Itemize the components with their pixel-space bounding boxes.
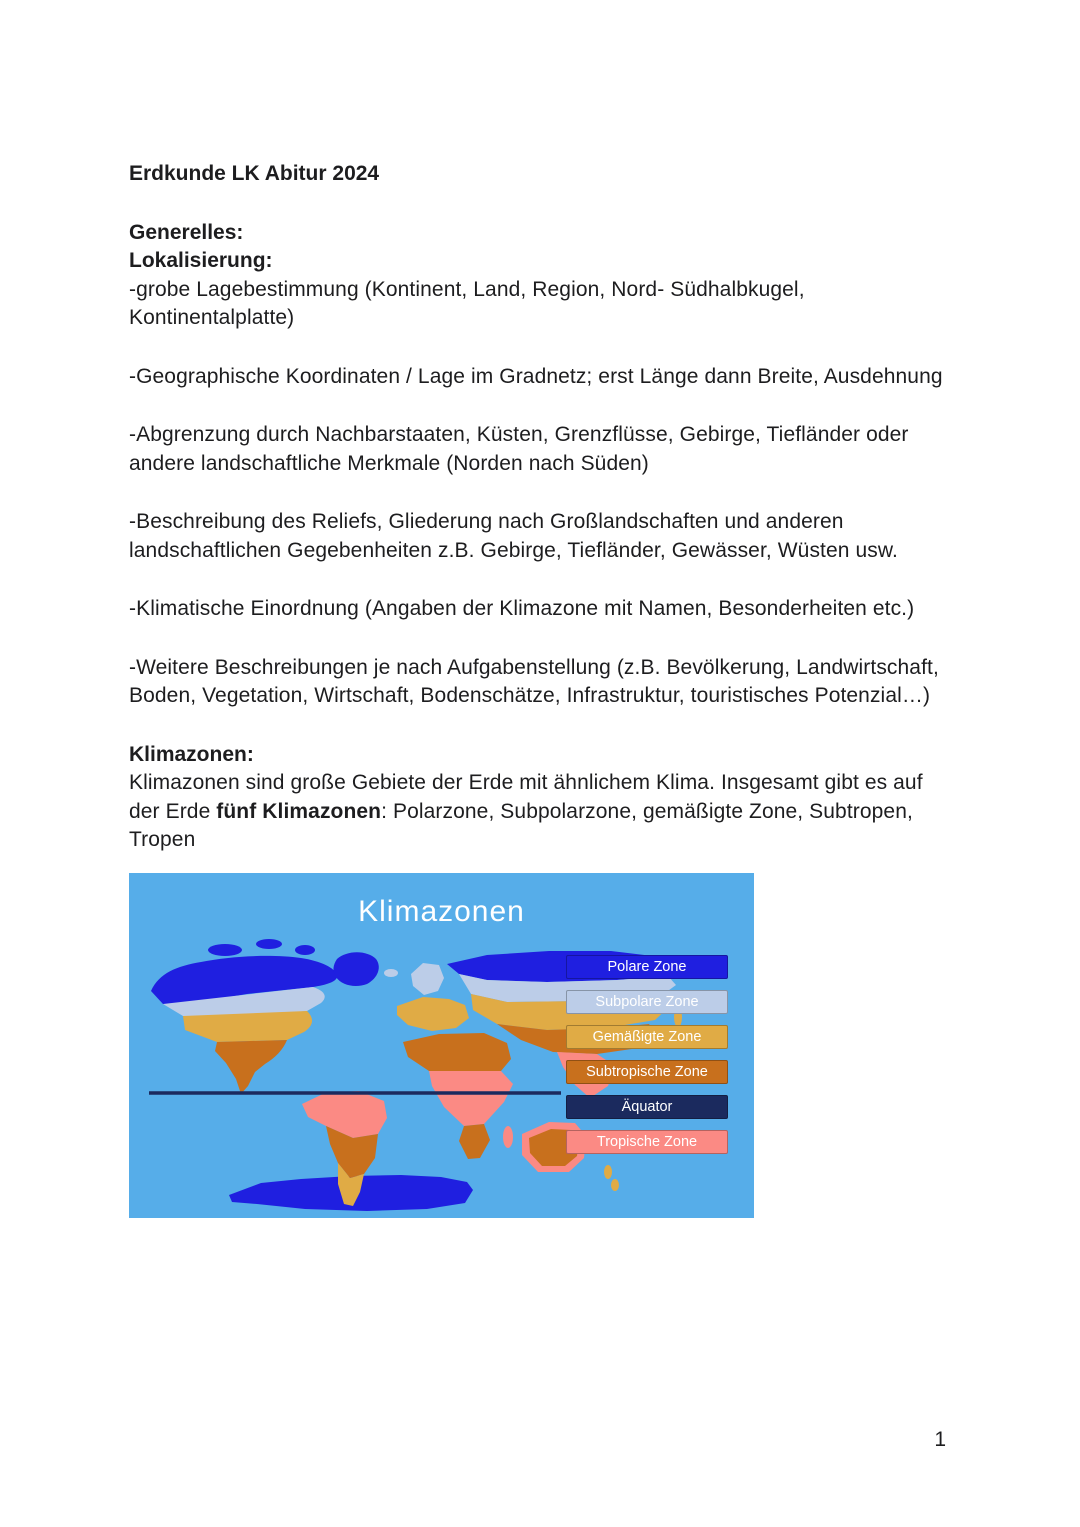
legend-tropische-zone: Tropische Zone — [566, 1130, 728, 1154]
map-title: Klimazonen — [358, 894, 525, 928]
heading-generelles: Generelles: — [129, 220, 244, 244]
map-legend — [566, 955, 728, 1154]
north-america — [151, 939, 337, 1094]
intro-text-end: : Polarzone, Subpolarzone, gemäßigte Zone, Subtropen, Tropen — [129, 799, 913, 851]
africa — [403, 1033, 513, 1159]
paragraph-koordinaten: -Geographische Koordinaten / Lage im Gradnetz; erst Länge dann Breite, Ausdehnung — [129, 364, 943, 388]
legend-aequator: Äquator — [566, 1095, 728, 1119]
heading-lokalisierung: Lokalisierung: — [129, 249, 273, 272]
arctic-island — [208, 944, 242, 956]
legend-subpolare-zone: Subpolare Zone — [566, 990, 728, 1014]
paragraph-klimatische-einordnung: -Klimatische Einordnung (Angaben der Klimazone mit Namen, Besonderheiten etc.) — [129, 597, 915, 620]
legend-polare-zone: Polare Zone — [566, 955, 728, 979]
arctic-island — [256, 939, 282, 949]
paragraph-weitere-beschreibungen: -Weitere Beschreibungen je nach Aufgabenstellung (z.B. Bevölkerung, Landwirtschaft, Boden, Vegetation, Wirtschaft, Bodenschätze, Infrastruktur, touristisches Potenzial…) — [129, 655, 939, 707]
klimazonen-intro — [129, 769, 952, 855]
new-zealand — [611, 1179, 619, 1191]
paragraph-lagebestimmung: -grobe Lagebestimmung (Kontinent, Land, Region, Nord- Südhalbkugel, Kontinentalplatte) — [129, 277, 805, 329]
doc-title: Erdkunde LK Abitur 2024 — [129, 162, 380, 185]
heading-klimazonen: Klimazonen: — [129, 742, 254, 766]
legend-subtropische-zone: Subtropische Zone — [566, 1060, 728, 1084]
intro-bold-phrase: fünf Klimazonen — [216, 799, 382, 823]
new-zealand — [604, 1165, 612, 1179]
paragraph-abgrenzung: -Abgrenzung durch Nachbarstaaten, Küsten, Grenzflüsse, Gebirge, Tiefländer oder andere landschaftliche Merkmale (Norden nach Süden) — [129, 423, 909, 475]
klimazonen-figure — [129, 873, 754, 1218]
intro-text-start: Klimazonen sind große Gebiete der Erde mit ähnlichem Klima. Insgesamt gibt es auf der Erde — [129, 771, 923, 823]
arctic-island — [295, 945, 315, 955]
madagascar — [503, 1126, 513, 1148]
greenland — [333, 952, 378, 986]
page-number: 1 — [934, 1428, 946, 1451]
legend-gemaessigte-zone: Gemäßigte Zone — [566, 1025, 728, 1049]
paragraph-relief: -Beschreibung des Reliefs, Gliederung nach Großlandschaften und anderen landschaftlichen Gegebenheiten z.B. Gebirge, Tiefländer, Gewässer, Wüsten usw. — [129, 510, 898, 562]
iceland — [384, 969, 398, 977]
